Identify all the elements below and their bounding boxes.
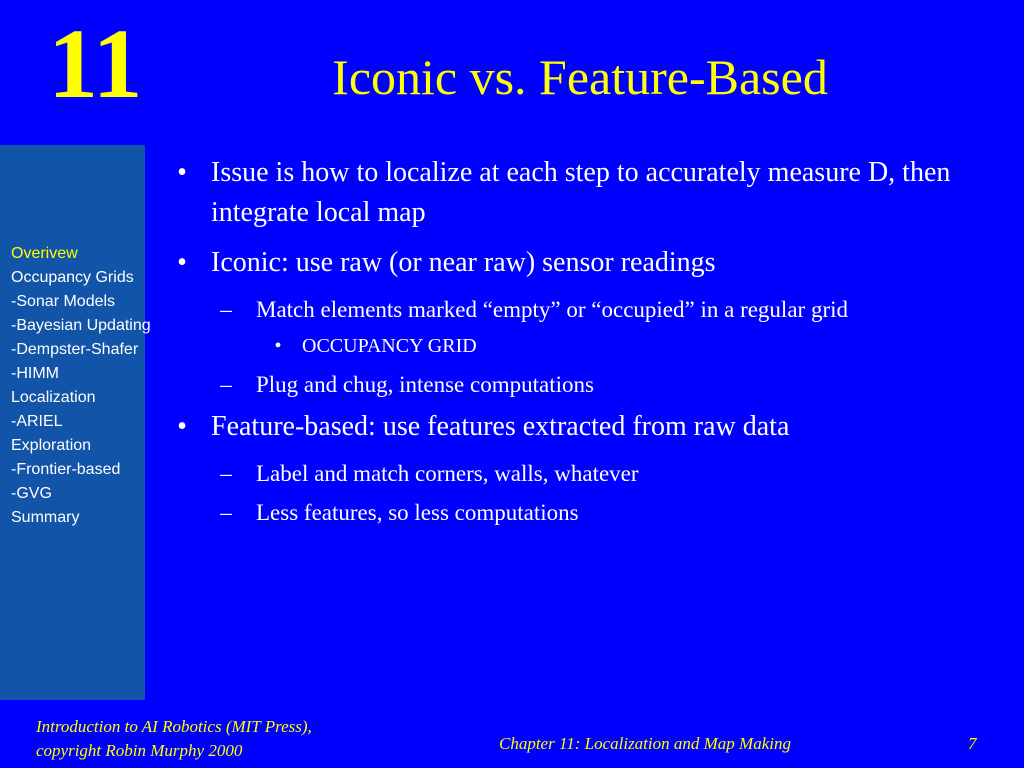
- sub-bullet-text: Plug and chug, intense computations: [256, 372, 594, 397]
- sidebar-outline: [11, 242, 151, 530]
- sidebar-item-bayesian-updating: -Bayesian Updating: [11, 317, 151, 334]
- bullet-marker: •: [177, 157, 187, 188]
- bullet-text: Issue is how to localize at each step to accurately measure D, then integrate local map: [211, 157, 951, 228]
- sub-bullet-item: [215, 457, 960, 490]
- sub-sub-bullet-item: [268, 332, 960, 360]
- sidebar-item-himm: -HIMM: [11, 365, 59, 382]
- footer-copyright-line: copyright Robin Murphy 2000: [36, 741, 243, 760]
- dash-marker: –: [220, 461, 232, 486]
- sub-bullet-item: [215, 368, 960, 401]
- bullet-text: Iconic: use raw (or near raw) sensor readings: [211, 247, 716, 278]
- sidebar-item-occupancy-grids: Occupancy Grids: [11, 269, 134, 286]
- bullet-item: [170, 407, 960, 447]
- bullet-item: [170, 243, 960, 283]
- dash-marker: –: [220, 500, 232, 525]
- dash-marker: –: [220, 297, 232, 322]
- bullet-marker: •: [274, 335, 282, 357]
- sidebar-item-frontier-based: -Frontier-based: [11, 461, 121, 478]
- dash-marker: –: [220, 372, 232, 397]
- sub-bullet-text: Less features, so less computations: [256, 500, 579, 525]
- sidebar-item-overview: Overivew: [11, 245, 78, 262]
- bullet-text: Feature-based: use features extracted from raw data: [211, 411, 790, 442]
- slide-title: Iconic vs. Feature-Based: [332, 49, 828, 105]
- footer-chapter: Chapter 11: Localization and Map Making: [499, 734, 791, 753]
- sidebar-item-localization: Localization: [11, 389, 96, 406]
- sidebar-panel: [0, 145, 151, 700]
- bullet-marker: •: [177, 247, 187, 278]
- bullet-marker: •: [177, 411, 187, 442]
- sidebar-item-exploration: Exploration: [11, 437, 92, 454]
- slide-body: [170, 153, 960, 535]
- footer-book-title: Introduction to AI Robotics (MIT Press),: [36, 717, 312, 736]
- sub-sub-bullet-text: OCCUPANCY GRID: [302, 335, 477, 357]
- sidebar-item-ariel: -ARIEL: [11, 413, 63, 430]
- sub-bullet-text: Match elements marked “empty” or “occupied” in a regular grid: [256, 297, 848, 322]
- footer-copyright: [36, 715, 312, 763]
- sub-bullet-item: [215, 496, 960, 529]
- sidebar-item-gvg: -GVG: [11, 485, 52, 502]
- sidebar-item-dempster-shafer: -Dempster-Shafer: [11, 341, 139, 358]
- page-number: 7: [968, 734, 977, 753]
- chapter-number: 11: [48, 8, 143, 119]
- sidebar-item-sonar-models: -Sonar Models: [11, 293, 116, 310]
- sub-bullet-item: [215, 293, 960, 326]
- sidebar-item-summary: Summary: [11, 509, 80, 526]
- bullet-item: [170, 153, 960, 233]
- sub-bullet-text: Label and match corners, walls, whatever: [256, 461, 639, 486]
